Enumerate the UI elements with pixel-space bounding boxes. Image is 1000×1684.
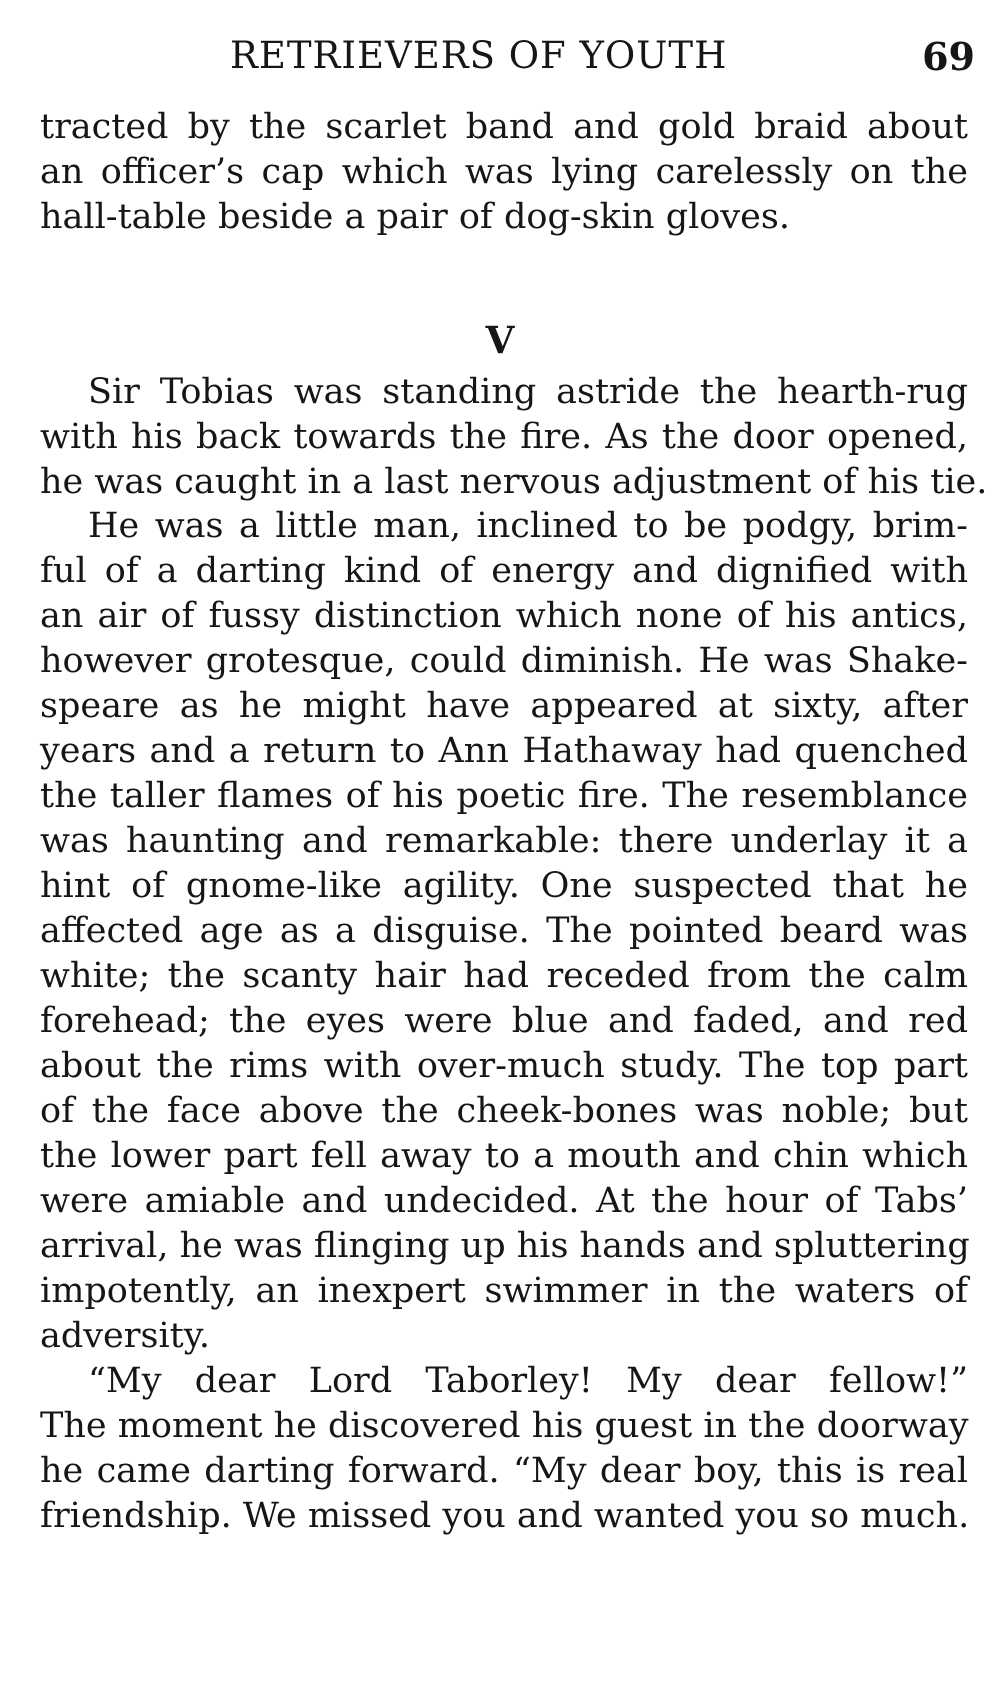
text-line: arrival, he was flinging up his hands and spluttering (40, 1226, 970, 1266)
text-line: tracted by the scarlet band and gold braid about (40, 107, 968, 147)
text-line: affected age as a disguise. The pointed beard was (40, 911, 968, 951)
text-line: with his back towards the fire. As the door opened, (40, 417, 968, 457)
text-line: however grotesque, could diminish. He was Shake- (40, 641, 968, 681)
text-line: years and a return to Ann Hathaway had quenched (40, 731, 968, 771)
text-line: impotently, an inexpert swimmer in the waters of (40, 1271, 968, 1311)
text-line: “My dear Lord Taborley! My dear fellow!” (88, 1361, 968, 1401)
text-line: he came darting forward. “My dear boy, this is real (40, 1451, 968, 1491)
text-line: hall-table beside a pair of dog-skin gloves. (40, 197, 790, 237)
text-line: adversity. (40, 1316, 210, 1356)
text-line: speare as he might have appeared at sixty, after (40, 686, 968, 726)
text-line: an air of fussy distinction which none of his antics, (40, 596, 968, 636)
page-header (40, 30, 975, 90)
text-line: friendship. We missed you and wanted you so much. (40, 1496, 970, 1536)
text-line: was haunting and remarkable: there underlay it a (40, 821, 968, 861)
text-line: the lower part fell away to a mouth and chin which (40, 1136, 968, 1176)
text-line: an officer’s cap which was lying carelessly on the (40, 152, 968, 192)
text-line: of the face above the cheek-bones was noble; but (40, 1091, 968, 1131)
text-line: he was caught in a last nervous adjustment of his tie. (40, 462, 988, 502)
text-line: white; the scanty hair had receded from the calm (40, 956, 968, 996)
running-title: RETRIEVERS OF YOUTH (230, 34, 728, 77)
text-line: Sir Tobias was standing astride the hearth-rug (88, 372, 968, 412)
text-line: He was a little man, inclined to be podgy, brim- (88, 506, 968, 546)
text-line: the taller flames of his poetic fire. The resemblance (40, 776, 968, 816)
text-line: The moment he discovered his guest in the doorway (40, 1406, 969, 1446)
page-number: 69 (922, 34, 975, 79)
text-line: forehead; the eyes were blue and faded, and red (40, 1001, 968, 1041)
section-number: V (485, 318, 515, 362)
text-line: about the rims with over-much study. The top part (40, 1046, 968, 1086)
text-line: ful of a darting kind of energy and dignified with (40, 551, 968, 591)
text-line: hint of gnome-like agility. One suspected that he (40, 866, 968, 906)
text-line: were amiable and undecided. At the hour of Tabs’ (40, 1181, 968, 1221)
